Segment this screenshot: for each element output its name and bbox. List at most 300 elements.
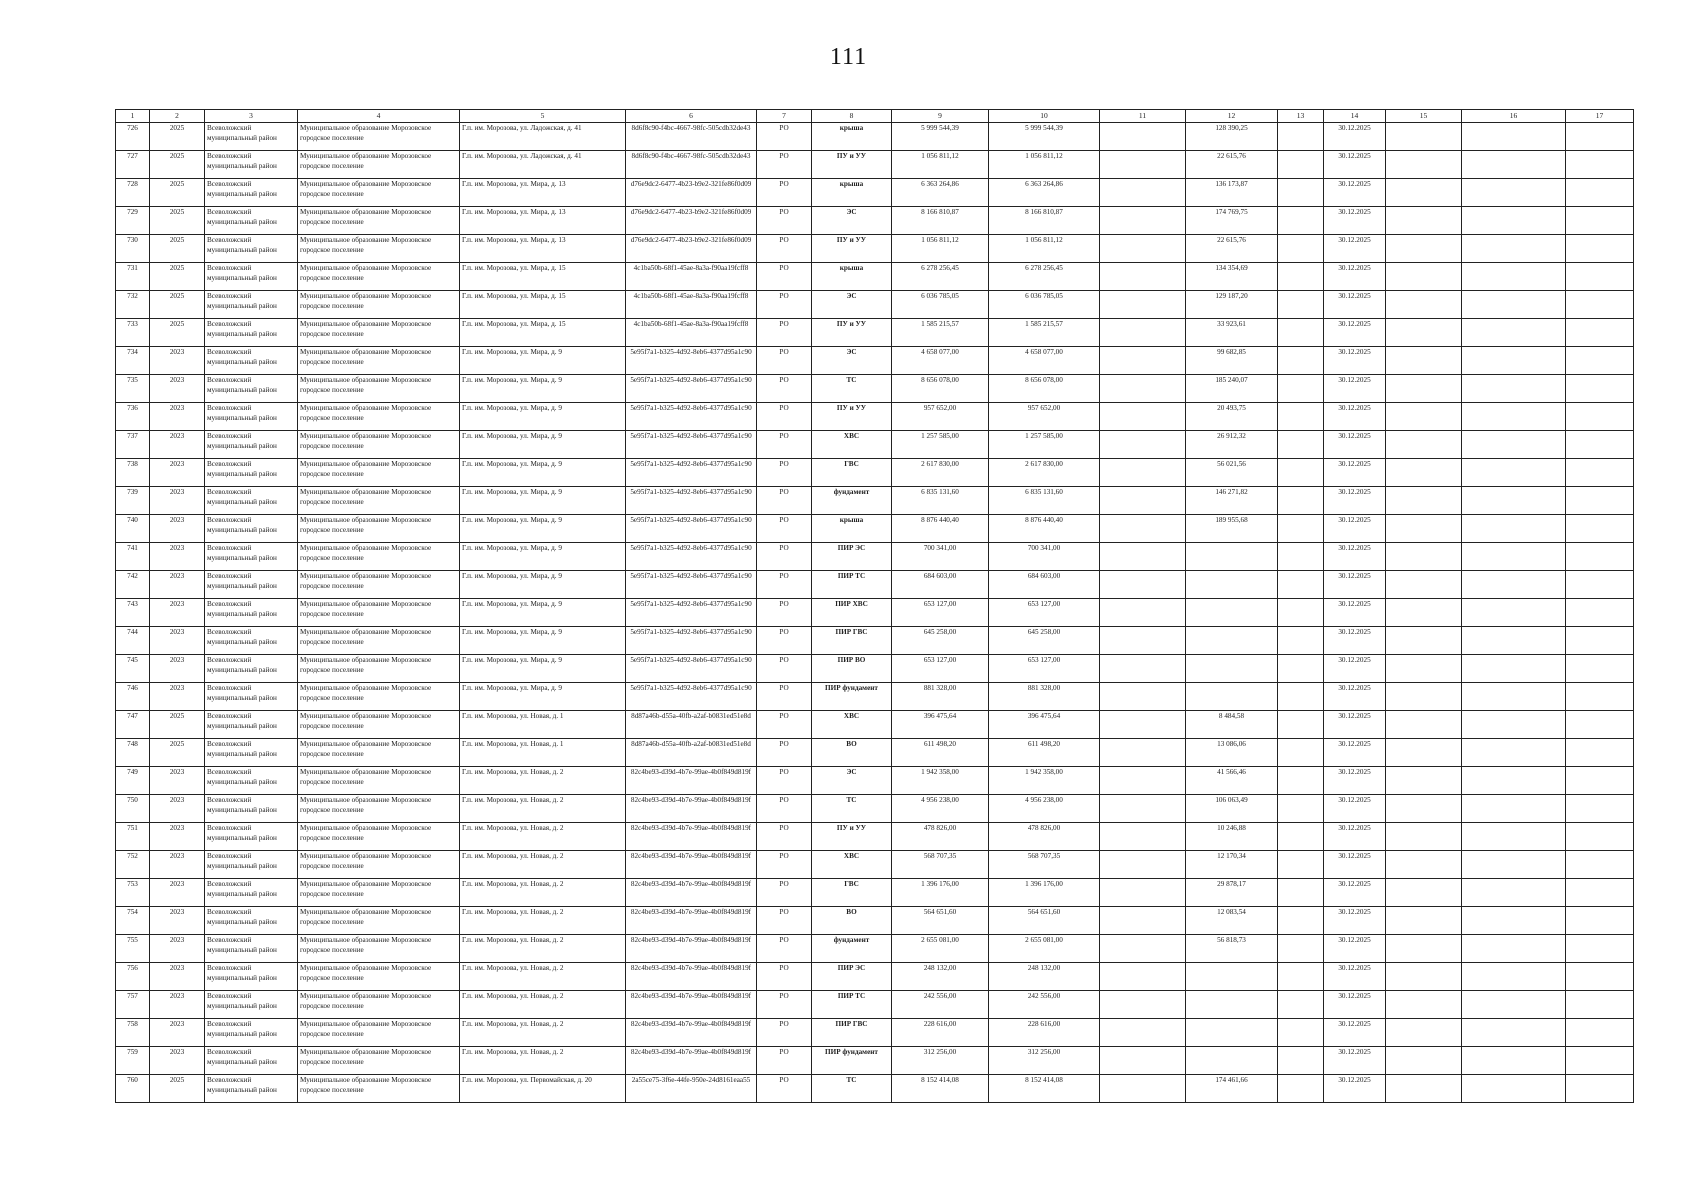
address-cell: Г.п. им. Морозова, ул. Мира, д. 9 [460, 515, 626, 543]
work-type-cell: ЭС [812, 291, 892, 319]
municipality-cell: Муниципальное образование Морозовское городское поселение [298, 431, 460, 459]
executor-cell: РО [757, 543, 812, 571]
district-cell: Всеволожский муниципальный район [205, 179, 298, 207]
col-13-cell [1278, 907, 1324, 935]
year-cell: 2023 [150, 431, 205, 459]
col-15-cell [1386, 123, 1462, 151]
cost-total-cell: 684 603,00 [892, 571, 989, 599]
work-type-cell: ПУ и УУ [812, 151, 892, 179]
col-11-cell [1100, 907, 1186, 935]
district-cell: Всеволожский муниципальный район [205, 515, 298, 543]
row-number-cell: 740 [116, 515, 150, 543]
cost-total-cell: 2 655 081,00 [892, 935, 989, 963]
col-13-cell [1278, 1075, 1324, 1103]
row-number-cell: 742 [116, 571, 150, 599]
year-cell: 2023 [150, 991, 205, 1019]
col-13-cell [1278, 991, 1324, 1019]
table-row [116, 571, 1634, 599]
executor-cell: РО [757, 571, 812, 599]
column-header-6: 6 [626, 110, 757, 123]
cost-control-cell: 134 354,69 [1186, 263, 1278, 291]
house-guid-cell: 82c4be93-d39d-4b7e-99ae-4b0f849d819f [626, 907, 757, 935]
district-cell: Всеволожский муниципальный район [205, 347, 298, 375]
address-cell: Г.п. им. Морозова, ул. Мира, д. 9 [460, 571, 626, 599]
col-11-cell [1100, 291, 1186, 319]
address-cell: Г.п. им. Морозова, ул. Новая, д. 2 [460, 767, 626, 795]
col-16-cell [1462, 515, 1566, 543]
col-17-cell [1566, 123, 1634, 151]
cost-control-cell: 8 484,58 [1186, 711, 1278, 739]
house-guid-cell: 82c4be93-d39d-4b7e-99ae-4b0f849d819f [626, 823, 757, 851]
cost-total-cell: 6 278 256,45 [892, 263, 989, 291]
col-11-cell [1100, 851, 1186, 879]
municipality-cell: Муниципальное образование Морозовское городское поселение [298, 207, 460, 235]
house-guid-cell: 5e95f7a1-b325-4d92-8eb6-4377d95a1c90 [626, 487, 757, 515]
col-16-cell [1462, 823, 1566, 851]
col-15-cell [1386, 347, 1462, 375]
deadline-date-cell: 30.12.2025 [1324, 1047, 1386, 1075]
district-cell: Всеволожский муниципальный район [205, 851, 298, 879]
address-cell: Г.п. им. Морозова, ул. Новая, д. 2 [460, 1019, 626, 1047]
work-type-cell: ТС [812, 1075, 892, 1103]
col-16-cell [1462, 627, 1566, 655]
year-cell: 2025 [150, 207, 205, 235]
col-17-cell [1566, 207, 1634, 235]
district-cell: Всеволожский муниципальный район [205, 823, 298, 851]
col-13-cell [1278, 571, 1324, 599]
cost-control-cell [1186, 655, 1278, 683]
col-17-cell [1566, 235, 1634, 263]
cost-fund-cell: 684 603,00 [989, 571, 1100, 599]
col-15-cell [1386, 207, 1462, 235]
district-cell: Всеволожский муниципальный район [205, 767, 298, 795]
col-13-cell [1278, 487, 1324, 515]
col-13-cell [1278, 963, 1324, 991]
district-cell: Всеволожский муниципальный район [205, 935, 298, 963]
house-guid-cell: 82c4be93-d39d-4b7e-99ae-4b0f849d819f [626, 1019, 757, 1047]
municipality-cell: Муниципальное образование Морозовское городское поселение [298, 823, 460, 851]
table-row [116, 487, 1634, 515]
col-16-cell [1462, 459, 1566, 487]
executor-cell: РО [757, 879, 812, 907]
cost-fund-cell: 1 942 358,00 [989, 767, 1100, 795]
column-header-11: 11 [1100, 110, 1186, 123]
col-11-cell [1100, 263, 1186, 291]
column-header-4: 4 [298, 110, 460, 123]
col-17-cell [1566, 151, 1634, 179]
column-number-row [116, 110, 1634, 123]
column-header-9: 9 [892, 110, 989, 123]
col-17-cell [1566, 431, 1634, 459]
municipality-cell: Муниципальное образование Морозовское городское поселение [298, 459, 460, 487]
col-11-cell [1100, 739, 1186, 767]
district-cell: Всеволожский муниципальный район [205, 123, 298, 151]
col-11-cell [1100, 627, 1186, 655]
col-15-cell [1386, 739, 1462, 767]
cost-fund-cell: 4 956 238,00 [989, 795, 1100, 823]
col-16-cell [1462, 599, 1566, 627]
year-cell: 2025 [150, 123, 205, 151]
work-type-cell: ПУ и УУ [812, 403, 892, 431]
executor-cell: РО [757, 1019, 812, 1047]
cost-total-cell: 4 658 077,00 [892, 347, 989, 375]
col-17-cell [1566, 991, 1634, 1019]
col-16-cell [1462, 235, 1566, 263]
col-17-cell [1566, 879, 1634, 907]
capital-repair-register-table [115, 109, 1634, 1103]
col-11-cell [1100, 963, 1186, 991]
deadline-date-cell: 30.12.2025 [1324, 935, 1386, 963]
work-type-cell: ПИР ТС [812, 991, 892, 1019]
col-17-cell [1566, 515, 1634, 543]
work-type-cell: ПИР ЭС [812, 963, 892, 991]
district-cell: Всеволожский муниципальный район [205, 207, 298, 235]
address-cell: Г.п. им. Морозова, ул. Новая, д. 2 [460, 851, 626, 879]
municipality-cell: Муниципальное образование Морозовское городское поселение [298, 515, 460, 543]
col-11-cell [1100, 319, 1186, 347]
cost-fund-cell: 4 658 077,00 [989, 347, 1100, 375]
house-guid-cell: 5e95f7a1-b325-4d92-8eb6-4377d95a1c90 [626, 543, 757, 571]
house-guid-cell: 5e95f7a1-b325-4d92-8eb6-4377d95a1c90 [626, 515, 757, 543]
deadline-date-cell: 30.12.2025 [1324, 1019, 1386, 1047]
year-cell: 2023 [150, 571, 205, 599]
work-type-cell: ПИР фундамент [812, 683, 892, 711]
cost-total-cell: 1 257 585,00 [892, 431, 989, 459]
municipality-cell: Муниципальное образование Морозовское городское поселение [298, 683, 460, 711]
district-cell: Всеволожский муниципальный район [205, 403, 298, 431]
address-cell: Г.п. им. Морозова, ул. Новая, д. 2 [460, 795, 626, 823]
row-number-cell: 753 [116, 879, 150, 907]
cost-total-cell: 6 036 785,05 [892, 291, 989, 319]
year-cell: 2023 [150, 851, 205, 879]
house-guid-cell: 5e95f7a1-b325-4d92-8eb6-4377d95a1c90 [626, 571, 757, 599]
col-17-cell [1566, 263, 1634, 291]
column-header-2: 2 [150, 110, 205, 123]
executor-cell: РО [757, 151, 812, 179]
year-cell: 2025 [150, 739, 205, 767]
year-cell: 2023 [150, 655, 205, 683]
row-number-cell: 756 [116, 963, 150, 991]
district-cell: Всеволожский муниципальный район [205, 431, 298, 459]
row-number-cell: 760 [116, 1075, 150, 1103]
col-15-cell [1386, 459, 1462, 487]
municipality-cell: Муниципальное образование Морозовское городское поселение [298, 851, 460, 879]
cost-control-cell: 136 173,87 [1186, 179, 1278, 207]
cost-total-cell: 1 942 358,00 [892, 767, 989, 795]
col-17-cell [1566, 319, 1634, 347]
col-13-cell [1278, 543, 1324, 571]
col-16-cell [1462, 655, 1566, 683]
year-cell: 2023 [150, 599, 205, 627]
municipality-cell: Муниципальное образование Морозовское городское поселение [298, 1019, 460, 1047]
col-11-cell [1100, 459, 1186, 487]
work-type-cell: ПИР ГВС [812, 1019, 892, 1047]
house-guid-cell: 5e95f7a1-b325-4d92-8eb6-4377d95a1c90 [626, 347, 757, 375]
municipality-cell: Муниципальное образование Морозовское городское поселение [298, 375, 460, 403]
district-cell: Всеволожский муниципальный район [205, 235, 298, 263]
cost-fund-cell: 396 475,64 [989, 711, 1100, 739]
deadline-date-cell: 30.12.2025 [1324, 711, 1386, 739]
col-13-cell [1278, 795, 1324, 823]
district-cell: Всеволожский муниципальный район [205, 263, 298, 291]
cost-fund-cell: 312 256,00 [989, 1047, 1100, 1075]
cost-control-cell: 56 818,73 [1186, 935, 1278, 963]
deadline-date-cell: 30.12.2025 [1324, 375, 1386, 403]
house-guid-cell: 82c4be93-d39d-4b7e-99ae-4b0f849d819f [626, 963, 757, 991]
table-body [116, 123, 1634, 1103]
cost-fund-cell: 1 257 585,00 [989, 431, 1100, 459]
year-cell: 2025 [150, 1075, 205, 1103]
address-cell: Г.п. им. Морозова, ул. Ладожская, д. 41 [460, 123, 626, 151]
municipality-cell: Муниципальное образование Морозовское городское поселение [298, 1047, 460, 1075]
house-guid-cell: 2a55ce75-3f6e-44fe-950e-24d8161eaa55 [626, 1075, 757, 1103]
table-row [116, 711, 1634, 739]
municipality-cell: Муниципальное образование Морозовское городское поселение [298, 1075, 460, 1103]
address-cell: Г.п. им. Морозова, ул. Мира, д. 9 [460, 655, 626, 683]
cost-control-cell: 26 912,32 [1186, 431, 1278, 459]
col-16-cell [1462, 263, 1566, 291]
address-cell: Г.п. им. Морозова, ул. Мира, д. 9 [460, 431, 626, 459]
address-cell: Г.п. им. Морозова, ул. Мира, д. 9 [460, 599, 626, 627]
cost-total-cell: 2 617 830,00 [892, 459, 989, 487]
col-15-cell [1386, 403, 1462, 431]
col-16-cell [1462, 403, 1566, 431]
year-cell: 2023 [150, 627, 205, 655]
deadline-date-cell: 30.12.2025 [1324, 655, 1386, 683]
col-16-cell [1462, 963, 1566, 991]
cost-total-cell: 6 363 264,86 [892, 179, 989, 207]
col-15-cell [1386, 627, 1462, 655]
deadline-date-cell: 30.12.2025 [1324, 767, 1386, 795]
col-13-cell [1278, 515, 1324, 543]
col-15-cell [1386, 907, 1462, 935]
cost-control-cell: 189 955,68 [1186, 515, 1278, 543]
cost-fund-cell: 6 278 256,45 [989, 263, 1100, 291]
house-guid-cell: 5e95f7a1-b325-4d92-8eb6-4377d95a1c90 [626, 403, 757, 431]
cost-total-cell: 611 498,20 [892, 739, 989, 767]
table-row [116, 543, 1634, 571]
col-15-cell [1386, 151, 1462, 179]
cost-total-cell: 8 152 414,08 [892, 1075, 989, 1103]
table-row [116, 767, 1634, 795]
house-guid-cell: d76e9dc2-6477-4b23-b9e2-321fe86f0d09 [626, 179, 757, 207]
col-15-cell [1386, 599, 1462, 627]
col-11-cell [1100, 795, 1186, 823]
executor-cell: РО [757, 711, 812, 739]
col-17-cell [1566, 459, 1634, 487]
col-13-cell [1278, 823, 1324, 851]
work-type-cell: ВО [812, 907, 892, 935]
col-15-cell [1386, 319, 1462, 347]
deadline-date-cell: 30.12.2025 [1324, 879, 1386, 907]
table-row [116, 1075, 1634, 1103]
cost-control-cell: 29 878,17 [1186, 879, 1278, 907]
cost-control-cell: 185 240,07 [1186, 375, 1278, 403]
col-17-cell [1566, 1019, 1634, 1047]
cost-total-cell: 242 556,00 [892, 991, 989, 1019]
house-guid-cell: 5e95f7a1-b325-4d92-8eb6-4377d95a1c90 [626, 599, 757, 627]
col-13-cell [1278, 879, 1324, 907]
address-cell: Г.п. им. Морозова, ул. Ладожская, д. 41 [460, 151, 626, 179]
col-16-cell [1462, 879, 1566, 907]
col-15-cell [1386, 711, 1462, 739]
col-11-cell [1100, 151, 1186, 179]
table-row [116, 655, 1634, 683]
col-16-cell [1462, 179, 1566, 207]
table-row [116, 151, 1634, 179]
col-15-cell [1386, 515, 1462, 543]
cost-total-cell: 396 475,64 [892, 711, 989, 739]
cost-total-cell: 564 651,60 [892, 907, 989, 935]
table-row [116, 263, 1634, 291]
deadline-date-cell: 30.12.2025 [1324, 543, 1386, 571]
district-cell: Всеволожский муниципальный район [205, 1047, 298, 1075]
table-row [116, 123, 1634, 151]
executor-cell: РО [757, 627, 812, 655]
table-row [116, 459, 1634, 487]
house-guid-cell: 4c1ba50b-68f1-45ae-8a3a-f90aa19fcff8 [626, 319, 757, 347]
executor-cell: РО [757, 907, 812, 935]
executor-cell: РО [757, 347, 812, 375]
col-11-cell [1100, 403, 1186, 431]
district-cell: Всеволожский муниципальный район [205, 375, 298, 403]
cost-control-cell: 20 493,75 [1186, 403, 1278, 431]
column-header-16: 16 [1462, 110, 1566, 123]
work-type-cell: ПИР ВО [812, 655, 892, 683]
work-type-cell: ТС [812, 375, 892, 403]
work-type-cell: крыша [812, 263, 892, 291]
cost-fund-cell: 8 876 440,40 [989, 515, 1100, 543]
house-guid-cell: 5e95f7a1-b325-4d92-8eb6-4377d95a1c90 [626, 459, 757, 487]
house-guid-cell: 5e95f7a1-b325-4d92-8eb6-4377d95a1c90 [626, 627, 757, 655]
executor-cell: РО [757, 823, 812, 851]
year-cell: 2023 [150, 683, 205, 711]
col-16-cell [1462, 375, 1566, 403]
col-13-cell [1278, 655, 1324, 683]
col-15-cell [1386, 543, 1462, 571]
cost-fund-cell: 8 656 078,00 [989, 375, 1100, 403]
municipality-cell: Муниципальное образование Морозовское городское поселение [298, 403, 460, 431]
row-number-cell: 727 [116, 151, 150, 179]
cost-control-cell [1186, 1019, 1278, 1047]
cost-fund-cell: 1 056 811,12 [989, 235, 1100, 263]
col-16-cell [1462, 543, 1566, 571]
col-17-cell [1566, 711, 1634, 739]
cost-total-cell: 312 256,00 [892, 1047, 989, 1075]
col-16-cell [1462, 795, 1566, 823]
executor-cell: РО [757, 599, 812, 627]
table-row [116, 403, 1634, 431]
col-13-cell [1278, 711, 1324, 739]
col-15-cell [1386, 431, 1462, 459]
house-guid-cell: 4c1ba50b-68f1-45ae-8a3a-f90aa19fcff8 [626, 291, 757, 319]
district-cell: Всеволожский муниципальный район [205, 963, 298, 991]
address-cell: Г.п. им. Морозова, ул. Новая, д. 2 [460, 963, 626, 991]
row-number-cell: 751 [116, 823, 150, 851]
work-type-cell: ПИР фундамент [812, 1047, 892, 1075]
cost-control-cell: 22 615,76 [1186, 235, 1278, 263]
deadline-date-cell: 30.12.2025 [1324, 291, 1386, 319]
municipality-cell: Муниципальное образование Морозовское городское поселение [298, 935, 460, 963]
row-number-cell: 730 [116, 235, 150, 263]
executor-cell: РО [757, 767, 812, 795]
municipality-cell: Муниципальное образование Морозовское городское поселение [298, 599, 460, 627]
col-13-cell [1278, 767, 1324, 795]
col-16-cell [1462, 935, 1566, 963]
year-cell: 2023 [150, 879, 205, 907]
work-type-cell: ЭС [812, 347, 892, 375]
column-header-15: 15 [1386, 110, 1462, 123]
cost-fund-cell: 242 556,00 [989, 991, 1100, 1019]
cost-total-cell: 653 127,00 [892, 655, 989, 683]
executor-cell: РО [757, 935, 812, 963]
deadline-date-cell: 30.12.2025 [1324, 319, 1386, 347]
table-row [116, 235, 1634, 263]
address-cell: Г.п. им. Морозова, ул. Мира, д. 15 [460, 263, 626, 291]
cost-control-cell [1186, 599, 1278, 627]
municipality-cell: Муниципальное образование Морозовское городское поселение [298, 151, 460, 179]
executor-cell: РО [757, 291, 812, 319]
municipality-cell: Муниципальное образование Морозовское городское поселение [298, 711, 460, 739]
cost-fund-cell: 6 835 131,60 [989, 487, 1100, 515]
cost-fund-cell: 228 616,00 [989, 1019, 1100, 1047]
col-17-cell [1566, 403, 1634, 431]
table-row [116, 823, 1634, 851]
cost-total-cell: 957 652,00 [892, 403, 989, 431]
house-guid-cell: 82c4be93-d39d-4b7e-99ae-4b0f849d819f [626, 1047, 757, 1075]
column-header-3: 3 [205, 110, 298, 123]
col-17-cell [1566, 907, 1634, 935]
row-number-cell: 746 [116, 683, 150, 711]
executor-cell: РО [757, 403, 812, 431]
col-17-cell [1566, 571, 1634, 599]
executor-cell: РО [757, 991, 812, 1019]
house-guid-cell: 8d6f8c90-f4bc-4667-98fc-505cdb32de43 [626, 123, 757, 151]
col-15-cell [1386, 235, 1462, 263]
col-15-cell [1386, 823, 1462, 851]
house-guid-cell: 8d87a46b-d55a-40fb-a2af-b0831ed51e8d [626, 711, 757, 739]
col-11-cell [1100, 879, 1186, 907]
district-cell: Всеволожский муниципальный район [205, 991, 298, 1019]
cost-total-cell: 5 999 544,39 [892, 123, 989, 151]
house-guid-cell: 5e95f7a1-b325-4d92-8eb6-4377d95a1c90 [626, 375, 757, 403]
col-11-cell [1100, 179, 1186, 207]
address-cell: Г.п. им. Морозова, ул. Новая, д. 2 [460, 823, 626, 851]
col-16-cell [1462, 851, 1566, 879]
cost-fund-cell: 881 328,00 [989, 683, 1100, 711]
cost-control-cell [1186, 627, 1278, 655]
cost-fund-cell: 564 651,60 [989, 907, 1100, 935]
address-cell: Г.п. им. Морозова, ул. Мира, д. 13 [460, 235, 626, 263]
col-16-cell [1462, 683, 1566, 711]
col-13-cell [1278, 851, 1324, 879]
row-number-cell: 743 [116, 599, 150, 627]
year-cell: 2025 [150, 291, 205, 319]
col-13-cell [1278, 263, 1324, 291]
house-guid-cell: 5e95f7a1-b325-4d92-8eb6-4377d95a1c90 [626, 431, 757, 459]
table-row [116, 963, 1634, 991]
municipality-cell: Муниципальное образование Морозовское городское поселение [298, 907, 460, 935]
table-row [116, 599, 1634, 627]
address-cell: Г.п. им. Морозова, ул. Мира, д. 9 [460, 459, 626, 487]
executor-cell: РО [757, 263, 812, 291]
col-13-cell [1278, 347, 1324, 375]
municipality-cell: Муниципальное образование Морозовское городское поселение [298, 347, 460, 375]
district-cell: Всеволожский муниципальный район [205, 571, 298, 599]
cost-total-cell: 228 616,00 [892, 1019, 989, 1047]
district-cell: Всеволожский муниципальный район [205, 739, 298, 767]
municipality-cell: Муниципальное образование Морозовское городское поселение [298, 879, 460, 907]
